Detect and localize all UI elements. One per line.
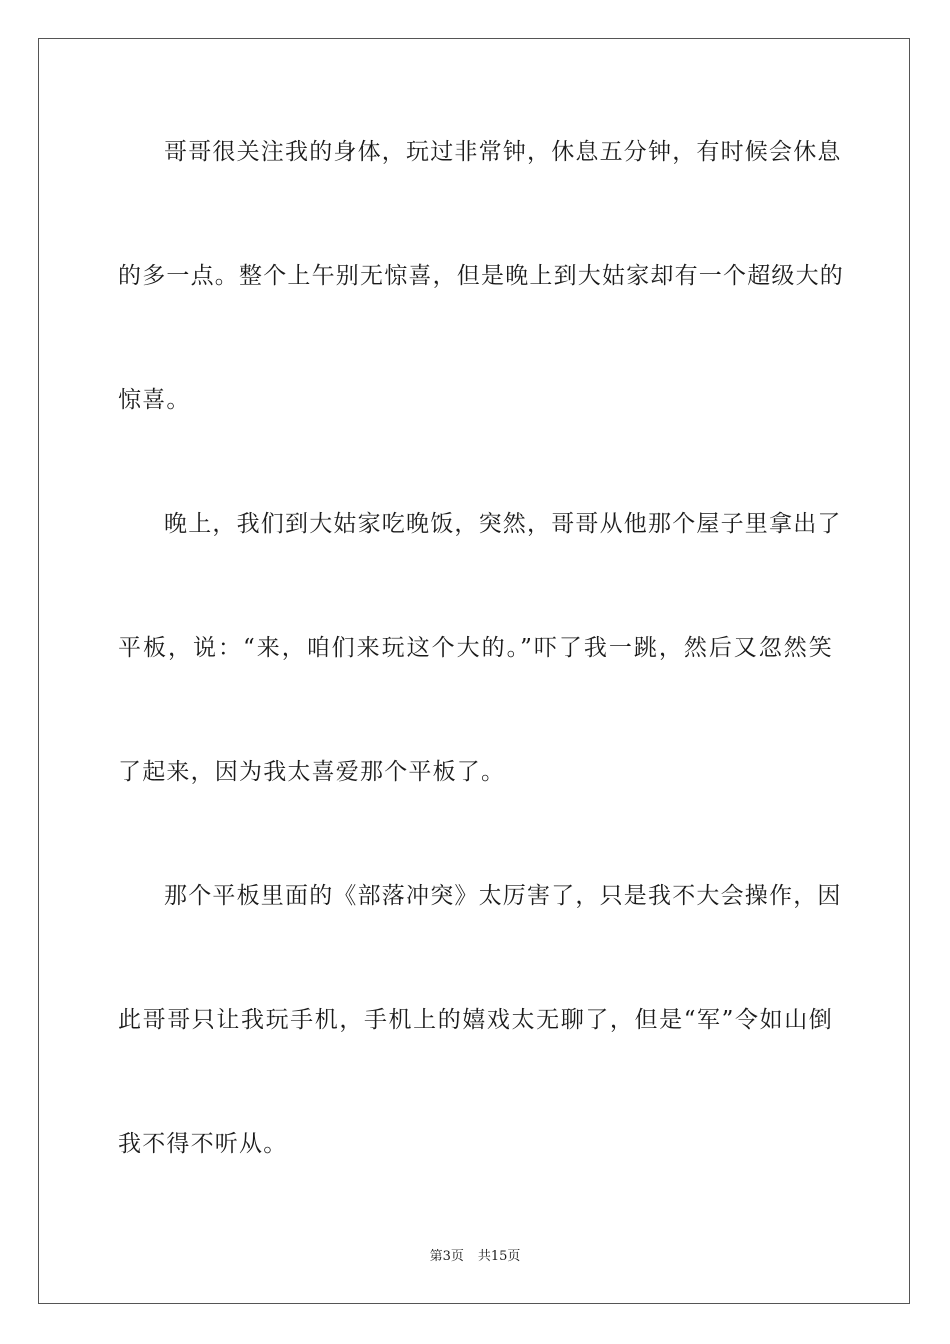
page-border <box>38 38 910 1304</box>
paragraph-3-line-2: 此哥哥只让我玩手机，手机上的嬉戏太无聊了，但是“军”令如山倒 <box>118 1007 833 1033</box>
paragraph-2-line-1: 晚上，我们到大姑家吃晚饭，突然，哥哥从他那个屋子里拿出了 <box>164 511 842 537</box>
paragraph-3-line-3: 我不得不听从。 <box>118 1131 288 1157</box>
paragraph-2-line-3: 了起来，因为我太喜爱那个平板了。 <box>118 759 506 785</box>
paragraph-1-line-2: 的多一点。整个上午别无惊喜，但是晚上到大姑家却有一个超级大的 <box>118 263 844 289</box>
page-total: 共15页 <box>477 1249 521 1264</box>
paragraph-1-line-1: 哥哥很关注我的身体，玩过非常钟，休息五分钟，有时候会休息 <box>164 139 842 165</box>
page-number: 第3页 <box>429 1249 464 1264</box>
paragraph-3-line-1: 那个平板里面的《部落冲突》太厉害了，只是我不大会操作，因 <box>164 883 842 909</box>
page-footer <box>0 1245 950 1264</box>
paragraph-2-line-2: 平板，说：“来，咱们来玩这个大的。”吓了我一跳，然后又忽然笑 <box>118 635 833 661</box>
paragraph-1-line-3: 惊喜。 <box>118 387 191 413</box>
